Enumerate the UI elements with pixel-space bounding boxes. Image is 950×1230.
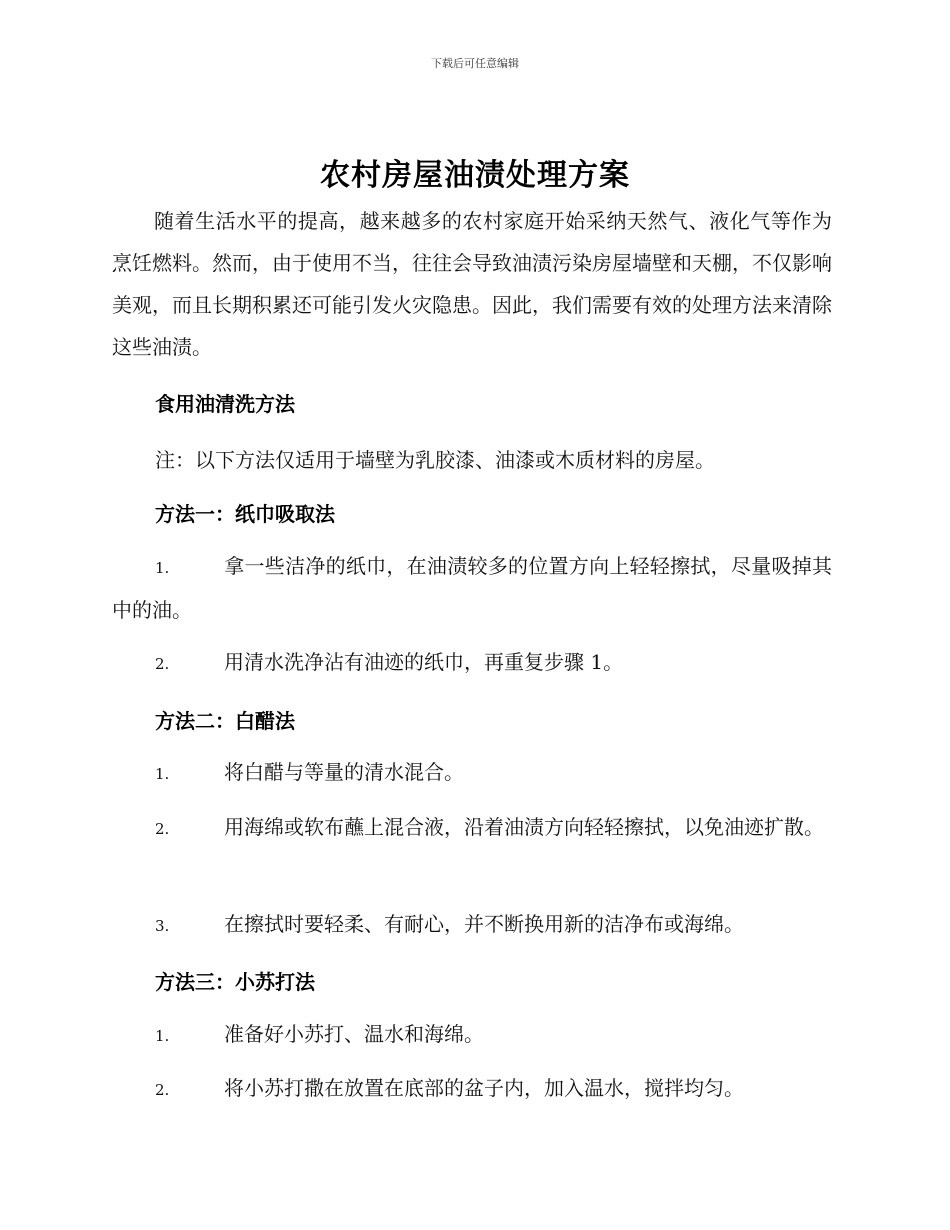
step-text: 拿一些洁净的纸巾，在油渍较多的位置方向上轻轻擦拭，尽量吸掉其中的油。 (112, 554, 832, 622)
method-3-heading: 方法三：小苏打法 (155, 970, 315, 994)
method-2-step-2 (112, 806, 832, 850)
step-text: 在擦拭时要轻柔、有耐心，并不断换用新的洁净布或海绵。 (224, 912, 744, 936)
step-text: 准备好小苏打、温水和海绵。 (224, 1022, 484, 1046)
method-3-step-1 (112, 1013, 832, 1057)
step-text: 将小苏打撒在放置在底部的盆子内，加入温水，搅拌均匀。 (224, 1076, 744, 1100)
method-2-step-3 (112, 903, 832, 947)
step-text: 将白醋与等量的清水混合。 (224, 760, 464, 784)
step-number: 2. (155, 820, 170, 838)
step-number: 3. (155, 917, 170, 935)
header-note: 下载后可任意编辑 (431, 57, 519, 70)
method-3-step-2 (112, 1067, 832, 1111)
step-number: 1. (155, 1027, 170, 1045)
step-number: 2. (155, 1081, 170, 1099)
step-text: 用海绵或软布蘸上混合液，沿着油渍方向轻轻擦拭，以免油迹扩散。 (224, 815, 824, 839)
method-1-step-2 (112, 641, 832, 685)
section-heading: 食用油清洗方法 (155, 392, 295, 416)
step-number: 1. (155, 559, 170, 577)
method-1-heading: 方法一：纸巾吸取法 (155, 502, 335, 526)
method-1-step-1 (112, 545, 832, 631)
step-number: 2. (155, 655, 170, 673)
document-title: 农村房屋油渍处理方案 (320, 158, 630, 193)
method-2-step-1 (112, 751, 832, 795)
method-2-heading: 方法二：白醋法 (155, 709, 295, 733)
intro-paragraph: 随着生活水平的提高，越来越多的农村家庭开始采纳天然气、液化气等作为烹饪燃料。然而，由于使用不当，往往会导致油渍污染房屋墙壁和天棚，不仅影响美观，而且长期积累还可能引发火灾隐患。因此，我们需要有效的处理方法来清除这些油渍。 (112, 209, 832, 359)
applicability-note: 注：以下方法仅适用于墙壁为乳胶漆、油漆或木质材料的房屋。 (155, 448, 715, 472)
step-text: 用清水洗净沾有油迹的纸巾，再重复步骤 1。 (224, 650, 624, 674)
step-number: 1. (155, 765, 170, 783)
